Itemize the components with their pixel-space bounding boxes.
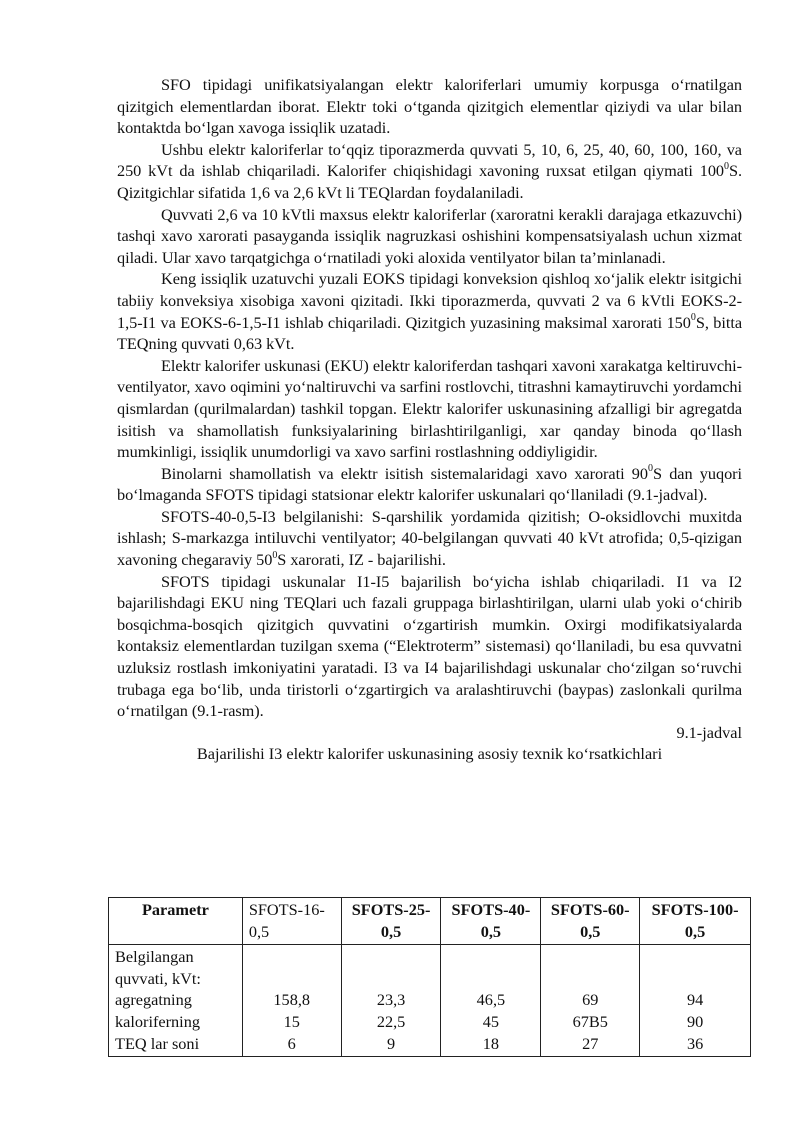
col-sfots-100: [640, 945, 751, 1057]
header-sfots-40: SFOTS-40-0,5: [441, 898, 541, 945]
row-label-agregat: agregatning: [115, 990, 192, 1010]
header-sfots-16: SFOTS-16-0,5: [242, 898, 341, 945]
paragraph-5: Elektr kalorifer uskunasi (EKU) elektr kaloriferdan tashqari xavoni xarakatga keltiruvchi-ventilyator, xavo oqimini yoʻnaltiruvchi va sarfini rostlovchi, titrashni kamaytiruvchi yordamchi qismlardan (qurilmalardan) tashkil topgan. Elektr kalorifer uskunasining afzalligi bir agregatda isitish va shamollatish funksiyalarining birlashtirilganligi, xar qanday binoda qoʻllash mumkinligi, issiqlik unumdorligi va xavo sarfini rostlashning oddiyligidir.: [117, 355, 742, 462]
table-cell: 6: [287, 1033, 296, 1053]
col-sfots-16: [242, 945, 341, 1057]
row-label-teq-count: TEQ lar soni: [115, 1033, 200, 1053]
degree-mark: 0: [647, 463, 653, 475]
row-label-kalorifer: kaloriferning: [115, 1011, 200, 1031]
table-cell: 69: [582, 990, 599, 1010]
table-cell: 67B5: [572, 1011, 608, 1031]
col-sfots-25: [341, 945, 441, 1057]
table-cell: 9: [386, 1033, 396, 1053]
col-sfots-40: [441, 945, 541, 1057]
degree-mark: 0: [690, 312, 696, 324]
table-cell: 23,3: [376, 990, 406, 1010]
row-label-cell: [109, 945, 243, 1057]
row-label-power: Belgilangan quvvati, kVt:: [115, 947, 201, 988]
paragraph-3: Quvvati 2,6 va 10 kVtli maxsus elektr kaloriferlar (xaroratni kerakli darajaga etkazuvchi) tashqi xavo xarorati pasayganda issiqlik nagruzkasi oshishini kompensatsiyalash uchun xizmat qiladi. Ular xavo tarqatgichga oʻrnatiladi yoki aloxida ventilyator bilan taʼminlanadi.: [117, 204, 742, 267]
table-cell: 94: [686, 990, 704, 1010]
paragraph-6: Binolarni shamollatish va elektr isitish sistemalaridagi xavo xarorati $90^0S$ dan yuqori boʻlmaganda SFOTS tipidagi statsionar elektr kalorifer uskunalari qoʻllaniladi (9.1-jadval).: [117, 463, 742, 505]
table-caption: Bajarilishi I3 elektr kalorifer uskunasining asosiy texnik koʻrsatkichlari: [196, 744, 663, 764]
col-sfots-60: [541, 945, 640, 1057]
table-cell: 46,5: [476, 990, 506, 1010]
table-cell: 158,8: [273, 990, 311, 1010]
degree-mark: 0: [272, 549, 278, 561]
paragraph-1: SFO tipidagi unifikatsiyalangan elektr kaloriferlari umumiy korpusga oʻrnatilgan qizitgich elementlardan iborat. Elektr toki oʻtganda qizitgich elementlar qiziydi va ular bilan kontaktda boʻlgan xavoga issiqlik uzatadi.: [117, 75, 742, 138]
table-cell: 22,5: [376, 1011, 406, 1031]
table-cell: 36: [686, 1033, 704, 1053]
paragraph-8: SFOTS tipidagi uskunalar I1-I5 bajarilish boʻyicha ishlab chiqariladi. I1 va I2 bajarilishdagi EKU ning TEQlari uch fazali gruppaga birlashtirilgan, ularni ulab yoki oʻchirib bosqichma-bosqich qizitgich quvvatini oʻzgartirish mumkin. Oxirgi modifikatsiyalarda kontaksiz elementlardan tuzilgan sxema (“Elektroterm” sistemasi) qoʻllaniladi, bu esa quvvatni uzluksiz rostlash imkoniyatini yaratadi. I3 va I4 bajarilishdagi uskunalar choʻzilgan soʻruvchi trubaga ega boʻlib, unda tiristorli oʻzgartirgich va aralashtiruvchi (baypas) zaslonkali qurilma oʻrnatilgan (9.1-rasm).: [117, 571, 742, 721]
table-row: [109, 945, 751, 1057]
header-sfots-100: SFOTS-100-0,5: [640, 898, 751, 945]
table-number: 9.1-jadval: [676, 722, 742, 742]
paragraph-7: SFOTS-40-0,5-I3 belgilanishi: S-qarshilik yordamida qizitish; O-oksidlovchi muxitda ishlash; S-markazga intiluvchi ventilyator; 40-belgilangan quvvati 40 kVt atrofida; 0,5-qizigan xavoning chegaraviy $50^0S$ xarorati, IZ - bajarilishi.: [117, 506, 742, 570]
header-sfots-60: SFOTS-60-0,5: [541, 898, 640, 945]
degree-mark: 0: [724, 160, 729, 172]
spec-table: [108, 897, 751, 1057]
paragraph-2: Ushbu elektr kaloriferlar toʻqqiz tiporazmerda quvvati 5, 10, 6, 25, 40, 60, 100, 160, va 250 kVt da ishlab chiqariladi. Kalorifer chiqishidagi xavoning ruxsat etilgan qiymati $100^0S$. Qizitgichlar sifatida 1,6 va 2,6 kVt li TEQlardan foydalaniladi.: [117, 139, 742, 202]
paragraph-4: Keng issiqlik uzatuvchi yuzali EOKS tipidagi konveksion qishloq xoʻjalik elektr isitgichi tabiiy konveksiya xisobiga xavoni qizitadi. Ikki tiporazmerda, quvvati 2 va 6 kVtli EOKS-2-1,5-I1 va EOKS-6-1,5-I1 ishlab chiqariladi. Qizitgich yuzasining maksimal xarorati $150^0S$, bitta TEQning quvvati 0,63 kVt.: [117, 269, 742, 354]
table-cell: 90: [686, 1011, 704, 1031]
table-cell: 27: [582, 1033, 599, 1053]
table-cell: 15: [283, 1011, 300, 1031]
table-cell: 18: [482, 1033, 500, 1053]
header-sfots-25: SFOTS-25-0,5: [341, 898, 441, 945]
table-cell: 45: [482, 1011, 500, 1031]
header-parametr: Parametr: [109, 898, 243, 945]
document-body: [117, 74, 742, 765]
table-header-row: [109, 898, 751, 945]
